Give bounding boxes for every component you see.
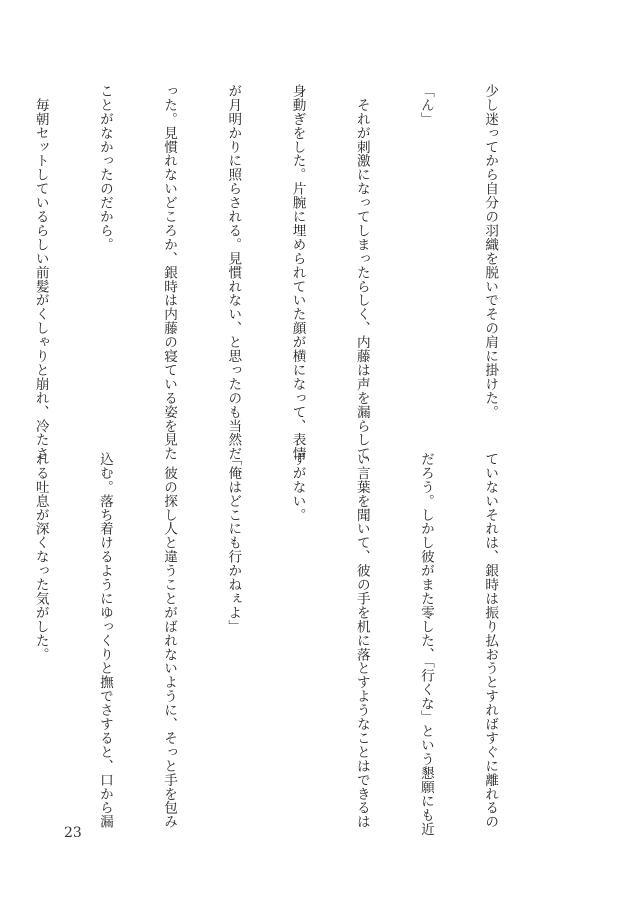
page-number: 23	[64, 825, 82, 841]
text-block-upper	[32, 84, 543, 461]
text-line: ずがない。	[289, 452, 306, 522]
text-line: 「俺はどこにも行かねぇよ」	[225, 452, 242, 634]
text-line: 彼の探し人と違うことがばれないように、そっと手を包み	[161, 452, 178, 829]
text-line: 毎朝セットしているらしい前髪がくしゃりと崩れ、冷たさ	[32, 84, 49, 461]
text-line: が月明かりに照らされる。見慣れない、と思ったのも当然だ	[225, 84, 242, 461]
text-line: った。見慣れないどころか、銀時は内藤の寝ている姿を見た	[161, 84, 178, 461]
text-line: い言葉を聞いて、彼の手を机に落とすようなことはできるは	[353, 452, 370, 829]
text-line: ていないそれは、銀時は振り払おうとすればすぐに離れるの	[482, 452, 499, 829]
text-line: 「ん」	[417, 84, 434, 126]
text-line: 少し迷ってから自分の羽織を脱いでその肩に掛けた。	[482, 84, 499, 419]
text-line: だろう。しかし彼がまた零した、「行くな」という懇願にも近	[417, 452, 434, 836]
text-line: 身動ぎをした。片腕に埋められていた顔が横になって、表情	[289, 84, 306, 461]
text-line: 込む。落ち着けるようにゆっくりと撫でさすると、口から漏	[96, 452, 113, 829]
text-line: ことがなかったのだから。	[96, 84, 113, 252]
text-line: れる吐息が深くなった気がした。	[32, 452, 49, 662]
text-line: それが刺激になってしまったらしく、内藤は声を漏らして	[353, 84, 370, 461]
